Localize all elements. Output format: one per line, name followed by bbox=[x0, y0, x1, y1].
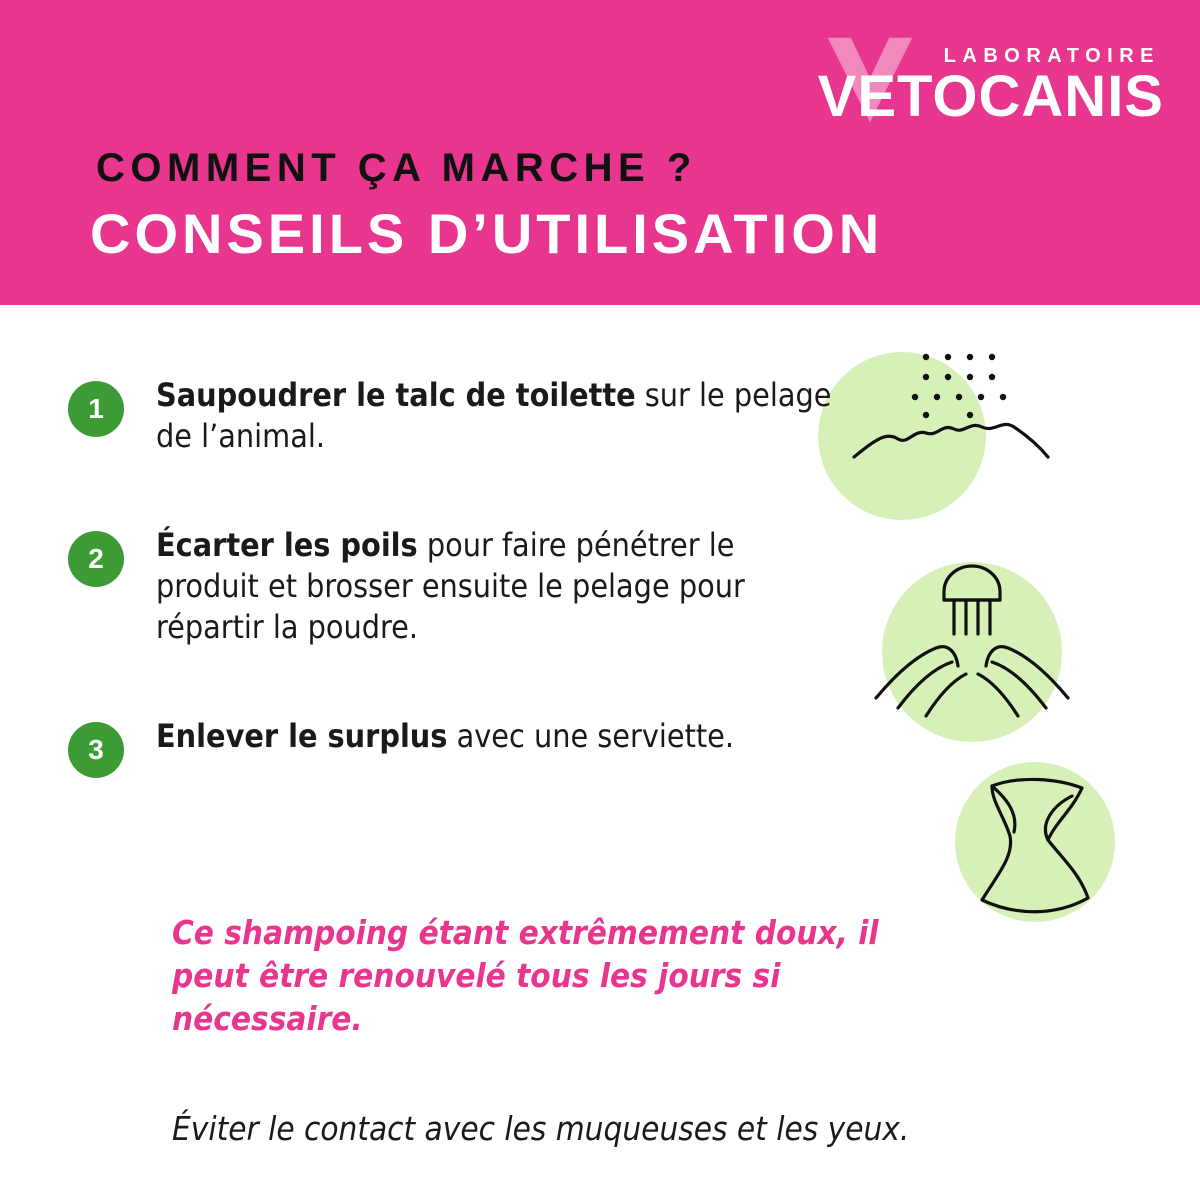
page-title-line1: COMMENT ÇA MARCHE ? bbox=[96, 146, 697, 190]
step-item-1 bbox=[0, 375, 1200, 457]
brand-sub-label: LABORATOIRE bbox=[943, 45, 1160, 67]
step-text-1 bbox=[156, 375, 836, 457]
v-logo-icon bbox=[822, 32, 918, 128]
step-text-2 bbox=[156, 525, 836, 648]
step-item-2 bbox=[0, 525, 1200, 648]
towel-icon bbox=[952, 770, 1122, 930]
brand-name bbox=[817, 64, 1164, 129]
step-text-3 bbox=[156, 716, 734, 757]
step-number-badge-3: 3 bbox=[68, 722, 124, 778]
brand-name-text: VETOCANIS bbox=[817, 64, 1164, 129]
step-bold-2: Écarter les poils bbox=[156, 525, 418, 564]
step-item-3 bbox=[0, 716, 1200, 778]
note-pink: Ce shampoing étant extrêmement doux, il peut être renouvelé tous les jours si nécessaire. bbox=[172, 913, 879, 1038]
note-warning: Éviter le contact avec les muqueuses et les yeux. bbox=[172, 1109, 910, 1148]
step-number-badge-2: 2 bbox=[68, 531, 124, 587]
step-rest-3: avec une serviette. bbox=[447, 716, 735, 755]
steps-list bbox=[0, 305, 1200, 778]
page-title-line2: CONSEILS D’UTILISATION bbox=[90, 202, 884, 265]
header-band bbox=[0, 0, 1200, 305]
step-rest-2: pour faire pénétrer le produit et brosser ensuite le pelage pour répartir la poudre. bbox=[156, 525, 745, 646]
step-bold-1: Saupoudrer le talc de toilette bbox=[156, 376, 636, 414]
step-rest-1: sur le pelage de l’animal. bbox=[156, 376, 832, 455]
step-bold-3: Enlever le surplus bbox=[156, 716, 448, 755]
step-number-badge-1: 1 bbox=[68, 381, 124, 437]
brand-logo bbox=[817, 45, 1164, 129]
